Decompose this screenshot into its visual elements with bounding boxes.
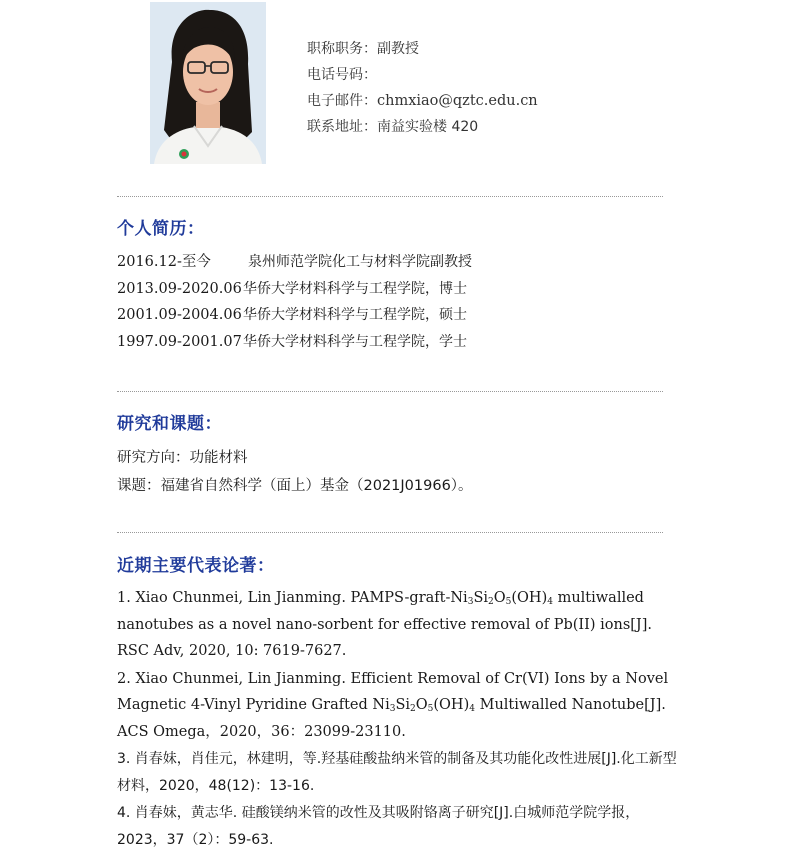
divider [117, 391, 663, 392]
subscript: 5 [505, 597, 512, 607]
subscript: 3 [467, 597, 474, 607]
job-title-row [307, 36, 538, 62]
papers-list [117, 585, 677, 854]
subscript: 3 [389, 704, 396, 714]
cv-entry [117, 249, 472, 276]
paper-item [117, 585, 677, 665]
email-value[interactable]: chmxiao@qztc.edu.cn [377, 93, 538, 109]
paper-item: 4. 肖春妹，黄志华. 硅酸镁纳米管的改性及其吸附铬离子研究[J].白城师范学院学报，2023，37（2）：59-63. [117, 805, 640, 848]
research-direction: 研究方向：功能材料 [117, 450, 248, 466]
subscript: 5 [427, 704, 434, 714]
cv-entry-date: 2016.12-至今 [117, 254, 211, 270]
phone-label: 电话号码： [307, 67, 377, 83]
paper-text: Si [473, 590, 489, 606]
cv-entry-text: 泉州师范学院化工与材料学院副教授 [248, 254, 472, 270]
address-value: 南益实验楼 420 [377, 119, 479, 135]
paper-text: 2. Xiao Chunmei, Lin Jianming. Efficient Removal of Cr(VI) Ions by a Novel Magnetic 4-Vinyl Pyridine Grafted Ni [117, 670, 669, 713]
paper-text: (OH) [511, 590, 548, 606]
divider [117, 532, 663, 533]
paper-item: 3. 肖春妹，肖佳元，林建明，等.羟基硅酸盐纳米管的制备及其功能化改性进展[J].化工新型材料，2020，48(12)：13-16. [117, 751, 677, 794]
cv-entry-text: 华侨大学材料科学与工程学院，硕士 [243, 307, 467, 323]
cv-entry-date: 1997.09-2001.07 [117, 333, 242, 350]
portrait-photo [150, 2, 266, 164]
research-project: 课题：福建省自然科学（面上）基金（2021J01966）。 [117, 478, 473, 494]
address-row [307, 114, 538, 140]
paper-text: 1. Xiao Chunmei, Lin Jianming. PAMPS-graft-Ni [117, 590, 468, 606]
research-info [117, 444, 473, 500]
paper-text: Si [395, 697, 411, 713]
cv-entry [117, 302, 472, 329]
papers-heading: 近期主要代表论著： [117, 556, 275, 576]
paper-text: multiwalled nanotubes as a novel nano-sorbent for effective removal of Pb(II) ions[J]. RSC Adv, 2020, 10: 7619-7627. [117, 590, 653, 659]
email-label: 电子邮件： [307, 93, 377, 109]
cv-entry-text: 华侨大学材料科学与工程学院，学士 [243, 333, 467, 350]
contact-info [307, 36, 538, 140]
paper-text: (OH) [433, 697, 470, 713]
subscript: 4 [547, 597, 553, 607]
phone-row [307, 62, 538, 88]
email-row [307, 88, 538, 114]
cv-entry [117, 276, 472, 303]
address-label: 联系地址： [307, 119, 377, 135]
cv-heading: 个人简历： [117, 219, 205, 239]
research-heading: 研究和课题： [117, 414, 222, 434]
cv-list [117, 249, 472, 355]
paper-item [117, 666, 677, 746]
job-title-label: 职称职务： [307, 41, 377, 57]
cv-entry [117, 329, 472, 356]
subscript: 2 [410, 704, 416, 714]
cv-entry-text: 华侨大学材料科学与工程学院，博士 [243, 280, 467, 297]
paper-text: O [415, 697, 428, 713]
subscript: 4 [469, 704, 475, 714]
paper-text: Multiwalled Nanotube[J]. ACS Omega，2020，36：23099-23110. [117, 697, 666, 740]
cv-entry-date: 2013.09-2020.06 [117, 280, 242, 297]
divider [117, 196, 663, 197]
paper-text: O [493, 590, 506, 606]
subscript: 2 [488, 597, 494, 607]
cv-entry-date: 2001.09-2004.06 [117, 307, 242, 323]
job-title-value: 副教授 [377, 41, 419, 57]
